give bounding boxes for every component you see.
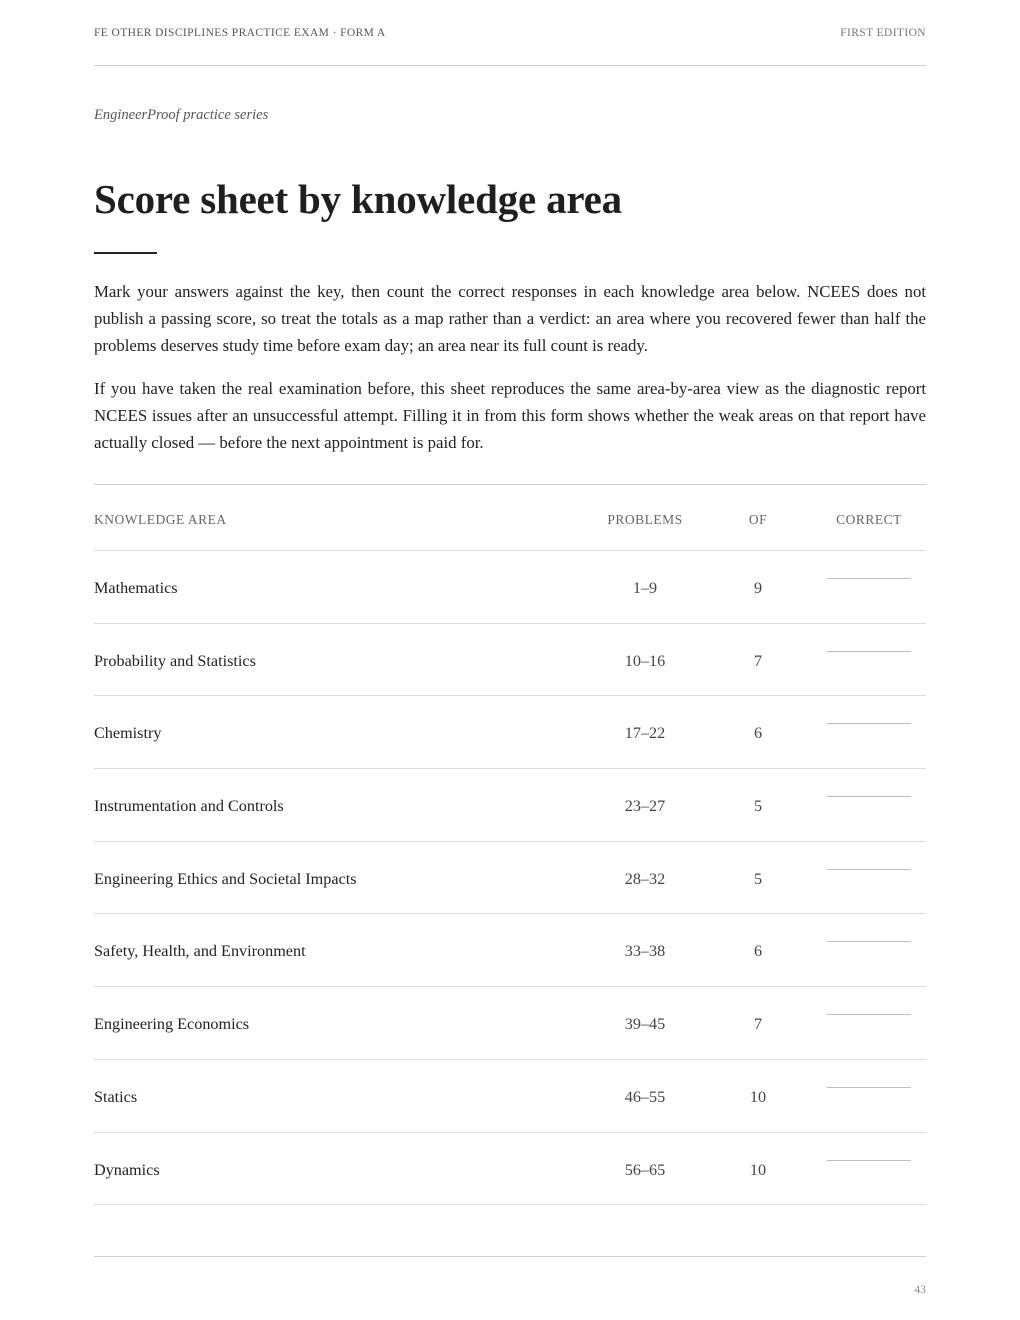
- of-count-cell: 5: [753, 797, 763, 816]
- table-row: [94, 1060, 926, 1133]
- knowledge-area-cell: Engineering Economics: [94, 1015, 250, 1034]
- table-row: [94, 696, 926, 769]
- problems-cell: 46–55: [624, 1087, 666, 1106]
- problems-cell: 28–32: [624, 869, 666, 888]
- footer-divider: [94, 1256, 926, 1257]
- knowledge-area-cell: Engineering Ethics and Societal Impacts: [94, 869, 357, 888]
- running-head-right: FIRST EDITION: [840, 27, 926, 39]
- correct-entry-line[interactable]: [827, 578, 911, 579]
- problems-cell: 17–22: [624, 724, 666, 743]
- problems-cell: 23–27: [624, 797, 666, 816]
- column-header-area: KNOWLEDGE AREA: [94, 512, 227, 527]
- correct-entry-line[interactable]: [827, 1014, 911, 1015]
- problems-cell: 39–45: [624, 1015, 666, 1034]
- knowledge-area-cell: Chemistry: [94, 724, 162, 743]
- correct-entry-line[interactable]: [827, 723, 911, 724]
- knowledge-area-cell: Statics: [94, 1087, 138, 1106]
- knowledge-area-cell: Mathematics: [94, 579, 178, 597]
- of-count-cell: 6: [753, 942, 763, 961]
- knowledge-area-cell: Instrumentation and Controls: [94, 797, 284, 816]
- correct-entry-line[interactable]: [827, 796, 911, 797]
- table-body: [94, 551, 926, 1205]
- of-count-cell: 9: [753, 579, 763, 597]
- knowledge-area-cell: Probability and Statistics: [94, 651, 256, 670]
- score-table: [94, 484, 926, 1205]
- intro-paragraph: Mark your answers against the key, then count the correct responses in each knowledge area below. NCEES does not publish a passing score, so treat the totals as a map rather than a verdict: an area where you recovered fewer than half the problems deserves study time before exam day; an area near its full count is ready.: [94, 282, 926, 355]
- of-count-cell: 7: [753, 651, 763, 670]
- column-header-correct: CORRECT: [836, 512, 902, 527]
- page-number: 43: [914, 1284, 926, 1296]
- table-row: [94, 987, 926, 1060]
- problems-cell: 1–9: [632, 579, 658, 597]
- column-header-of: OF: [748, 512, 768, 527]
- table-row: [94, 551, 926, 624]
- knowledge-area-cell: Dynamics: [94, 1160, 160, 1179]
- page-title: Score sheet by knowledge area: [94, 176, 622, 222]
- header-divider: [94, 65, 926, 66]
- running-head: [94, 27, 926, 43]
- of-count-cell: 10: [749, 1087, 767, 1106]
- title-underline: [94, 252, 157, 254]
- table-row: [94, 1133, 926, 1206]
- correct-entry-line[interactable]: [827, 1087, 911, 1088]
- table-row: [94, 842, 926, 915]
- of-count-cell: 7: [753, 1015, 763, 1034]
- table-row: [94, 914, 926, 987]
- correct-entry-line[interactable]: [827, 651, 911, 652]
- column-header-problems: PROBLEMS: [607, 512, 683, 527]
- problems-cell: 10–16: [624, 651, 666, 670]
- series-label: EngineerProof practice series: [94, 107, 269, 123]
- table-row: [94, 624, 926, 697]
- of-count-cell: 10: [749, 1160, 767, 1179]
- running-head-left: FE OTHER DISCIPLINES PRACTICE EXAM · FORM A: [94, 27, 386, 39]
- problems-cell: 33–38: [624, 942, 666, 961]
- diagnostic-paragraph: If you have taken the real examination before, this sheet reproduces the same area-by-area view as the diagnostic report NCEES issues after an unsuccessful attempt. Filling it in from this form shows whether the weak areas on that report have actually closed — before the next appointment is paid for.: [94, 379, 926, 452]
- table-header: [94, 485, 926, 551]
- of-count-cell: 5: [753, 869, 763, 888]
- table-row: [94, 769, 926, 842]
- problems-cell: 56–65: [624, 1160, 666, 1179]
- of-count-cell: 6: [753, 724, 763, 743]
- knowledge-area-cell: Safety, Health, and Environment: [94, 942, 306, 961]
- page: [94, 0, 926, 1320]
- correct-entry-line[interactable]: [827, 1160, 911, 1161]
- correct-entry-line[interactable]: [827, 941, 911, 942]
- correct-entry-line[interactable]: [827, 869, 911, 870]
